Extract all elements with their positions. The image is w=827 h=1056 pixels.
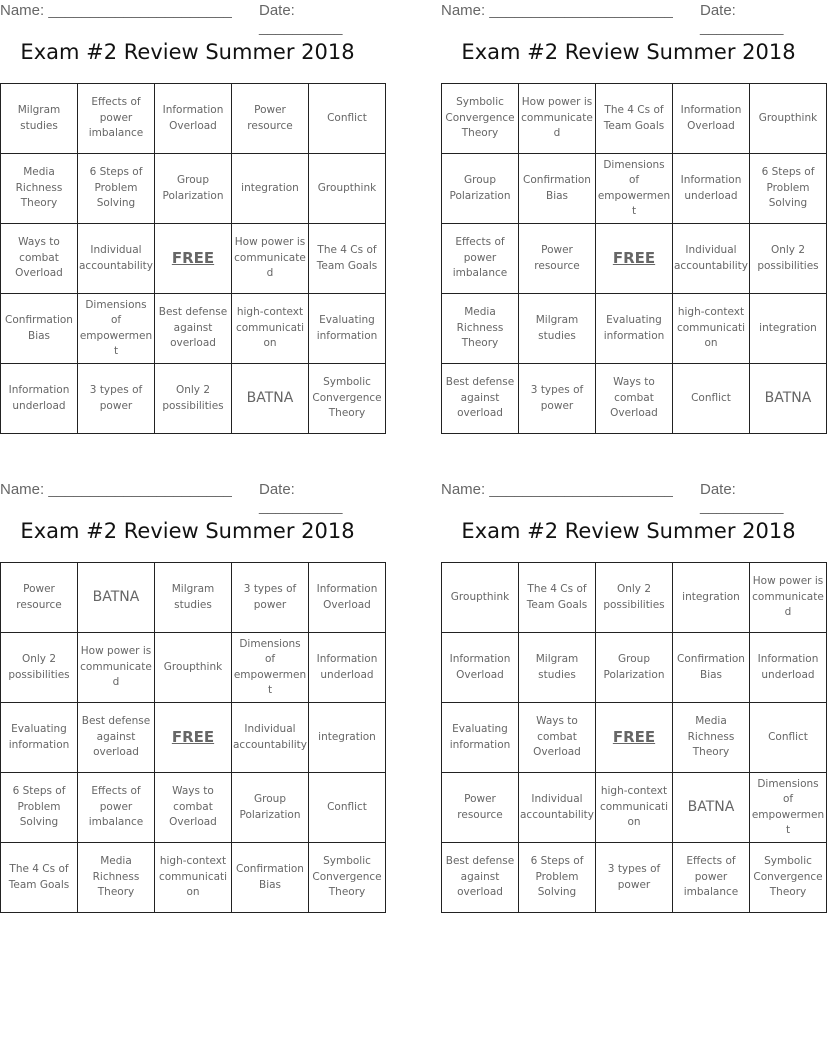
grid-row	[1, 224, 386, 294]
bingo-cell: Milgram studies	[519, 633, 596, 703]
bingo-cell: Ways to combat Overload	[155, 773, 232, 843]
bingo-cell: Ways to combat Overload	[519, 703, 596, 773]
grid-row	[1, 364, 386, 434]
grid-row	[442, 563, 827, 633]
bingo-cell: integration	[750, 294, 827, 364]
bingo-cell: Conflict	[309, 773, 386, 843]
bingo-cell: Individual accountability	[673, 224, 750, 294]
bingo-cell: high-context communication	[673, 294, 750, 364]
bingo-cell: Only 2 possibilities	[750, 224, 827, 294]
date-field[interactable]: Date: __________	[259, 481, 343, 515]
bingo-cell: Power resource	[442, 773, 519, 843]
bingo-cell: Individual accountability	[232, 703, 309, 773]
bingo-cell: The 4 Cs of Team Goals	[1, 843, 78, 913]
card-title: Exam #2 Review Summer 2018	[20, 519, 355, 543]
bingo-cell: Symbolic Convergence Theory	[442, 84, 519, 154]
bingo-cell: Ways to combat Overload	[596, 364, 673, 434]
bingo-grid	[0, 562, 386, 913]
bingo-cell: Confirmation Bias	[232, 843, 309, 913]
bingo-cell: Groupthink	[750, 84, 827, 154]
bingo-cell: Media Richness Theory	[673, 703, 750, 773]
free-space: FREE	[596, 703, 673, 773]
bingo-cell: Information underload	[750, 633, 827, 703]
bingo-cell: Only 2 possibilities	[1, 633, 78, 703]
bingo-cell: Effects of power imbalance	[78, 84, 155, 154]
grid-row	[442, 773, 827, 843]
bingo-cell: Conflict	[673, 364, 750, 434]
name-field[interactable]: Name: ______________________	[441, 481, 673, 498]
bingo-grid	[441, 562, 827, 913]
grid-row	[1, 294, 386, 364]
card-header	[0, 0, 375, 36]
grid-row	[442, 364, 827, 434]
grid-row	[1, 84, 386, 154]
free-space: FREE	[596, 224, 673, 294]
bingo-cell: Groupthink	[309, 154, 386, 224]
bingo-cell: Information Overload	[309, 563, 386, 633]
bingo-cell: Media Richness Theory	[78, 843, 155, 913]
bingo-cell: Media Richness Theory	[442, 294, 519, 364]
bingo-cell: 3 types of power	[519, 364, 596, 434]
grid-row	[1, 703, 386, 773]
bingo-cell: Confirmation Bias	[1, 294, 78, 364]
bingo-cell: The 4 Cs of Team Goals	[309, 224, 386, 294]
grid-row	[442, 224, 827, 294]
grid-row	[442, 84, 827, 154]
bingo-cell: Media Richness Theory	[1, 154, 78, 224]
name-field[interactable]: Name: ______________________	[441, 2, 673, 19]
free-space: FREE	[155, 703, 232, 773]
bingo-cell: Symbolic Convergence Theory	[309, 364, 386, 434]
name-field[interactable]: Name: ______________________	[0, 481, 232, 498]
bingo-cell: How power is communicated	[232, 224, 309, 294]
bingo-cell: Dimensions of empowerment	[596, 154, 673, 224]
bingo-cell: Only 2 possibilities	[155, 364, 232, 434]
bingo-cell: Conflict	[309, 84, 386, 154]
bingo-cell: high-context communication	[596, 773, 673, 843]
bingo-cell: Information underload	[673, 154, 750, 224]
bingo-cell: Symbolic Convergence Theory	[750, 843, 827, 913]
grid-row	[442, 843, 827, 913]
bingo-cell: How power is communicated	[519, 84, 596, 154]
bingo-cell: 6 Steps of Problem Solving	[78, 154, 155, 224]
bingo-cell: Individual accountability	[78, 224, 155, 294]
bingo-cell: integration	[673, 563, 750, 633]
bingo-cell: The 4 Cs of Team Goals	[519, 563, 596, 633]
bingo-cell: Individual accountability	[519, 773, 596, 843]
grid-row	[1, 563, 386, 633]
bingo-cell: Conflict	[750, 703, 827, 773]
bingo-cell: Symbolic Convergence Theory	[309, 843, 386, 913]
grid-row	[442, 154, 827, 224]
bingo-cell: Group Polarization	[155, 154, 232, 224]
bingo-grid	[441, 83, 827, 434]
bingo-cell: Best defense against overload	[78, 703, 155, 773]
bingo-cell: BATNA	[78, 563, 155, 633]
name-field[interactable]: Name: ______________________	[0, 2, 232, 19]
bingo-cell: Information Overload	[442, 633, 519, 703]
bingo-cell: 3 types of power	[232, 563, 309, 633]
bingo-cell: Groupthink	[442, 563, 519, 633]
bingo-cell: Group Polarization	[232, 773, 309, 843]
bingo-cell: Best defense against overload	[442, 364, 519, 434]
bingo-cell: BATNA	[673, 773, 750, 843]
card-title: Exam #2 Review Summer 2018	[461, 40, 796, 64]
bingo-cell: Best defense against overload	[442, 843, 519, 913]
bingo-cell: Dimensions of empowerment	[232, 633, 309, 703]
bingo-cell: Power resource	[519, 224, 596, 294]
bingo-cell: integration	[309, 703, 386, 773]
bingo-cell: Group Polarization	[442, 154, 519, 224]
bingo-cell: Confirmation Bias	[673, 633, 750, 703]
card-header	[0, 479, 375, 515]
bingo-cell: 3 types of power	[596, 843, 673, 913]
card-title: Exam #2 Review Summer 2018	[461, 519, 796, 543]
grid-row	[1, 633, 386, 703]
bingo-cell: Milgram studies	[155, 563, 232, 633]
bingo-cell: BATNA	[750, 364, 827, 434]
bingo-cell: Group Polarization	[596, 633, 673, 703]
bingo-cell: integration	[232, 154, 309, 224]
bingo-cell: The 4 Cs of Team Goals	[596, 84, 673, 154]
card-title: Exam #2 Review Summer 2018	[20, 40, 355, 64]
bingo-cell: Milgram studies	[519, 294, 596, 364]
bingo-cell: Evaluating information	[596, 294, 673, 364]
free-space: FREE	[155, 224, 232, 294]
bingo-cell: Effects of power imbalance	[442, 224, 519, 294]
bingo-cell: Milgram studies	[1, 84, 78, 154]
bingo-cell: Only 2 possibilities	[596, 563, 673, 633]
bingo-cell: Evaluating information	[1, 703, 78, 773]
bingo-cell: Power resource	[232, 84, 309, 154]
bingo-cell: Power resource	[1, 563, 78, 633]
bingo-cell: Dimensions of empowerment	[750, 773, 827, 843]
bingo-cell: Ways to combat Overload	[1, 224, 78, 294]
bingo-cell: Information underload	[309, 633, 386, 703]
grid-row	[442, 633, 827, 703]
bingo-cell: high-context communication	[155, 843, 232, 913]
bingo-cell: Information Overload	[155, 84, 232, 154]
bingo-cell: 3 types of power	[78, 364, 155, 434]
bingo-cell: Effects of power imbalance	[78, 773, 155, 843]
date-field[interactable]: Date: __________	[259, 2, 343, 36]
grid-row	[1, 773, 386, 843]
card-header	[441, 0, 816, 36]
bingo-cell: Information underload	[1, 364, 78, 434]
grid-row	[1, 154, 386, 224]
card-header	[441, 479, 816, 515]
grid-row	[1, 843, 386, 913]
bingo-cell: Evaluating information	[309, 294, 386, 364]
bingo-cell: high-context communication	[232, 294, 309, 364]
bingo-grid	[0, 83, 386, 434]
bingo-cell: Information Overload	[673, 84, 750, 154]
grid-row	[442, 703, 827, 773]
bingo-cell: 6 Steps of Problem Solving	[1, 773, 78, 843]
bingo-cell: How power is communicated	[750, 563, 827, 633]
bingo-cell: Confirmation Bias	[519, 154, 596, 224]
bingo-cell: Evaluating information	[442, 703, 519, 773]
date-field[interactable]: Date: __________	[700, 481, 784, 515]
grid-row	[442, 294, 827, 364]
bingo-cell: How power is communicated	[78, 633, 155, 703]
bingo-cell: Dimensions of empowerment	[78, 294, 155, 364]
date-field[interactable]: Date: __________	[700, 2, 784, 36]
bingo-cell: Best defense against overload	[155, 294, 232, 364]
bingo-cell: Groupthink	[155, 633, 232, 703]
bingo-cell: 6 Steps of Problem Solving	[519, 843, 596, 913]
bingo-cell: 6 Steps of Problem Solving	[750, 154, 827, 224]
bingo-cell: BATNA	[232, 364, 309, 434]
bingo-cell: Effects of power imbalance	[673, 843, 750, 913]
